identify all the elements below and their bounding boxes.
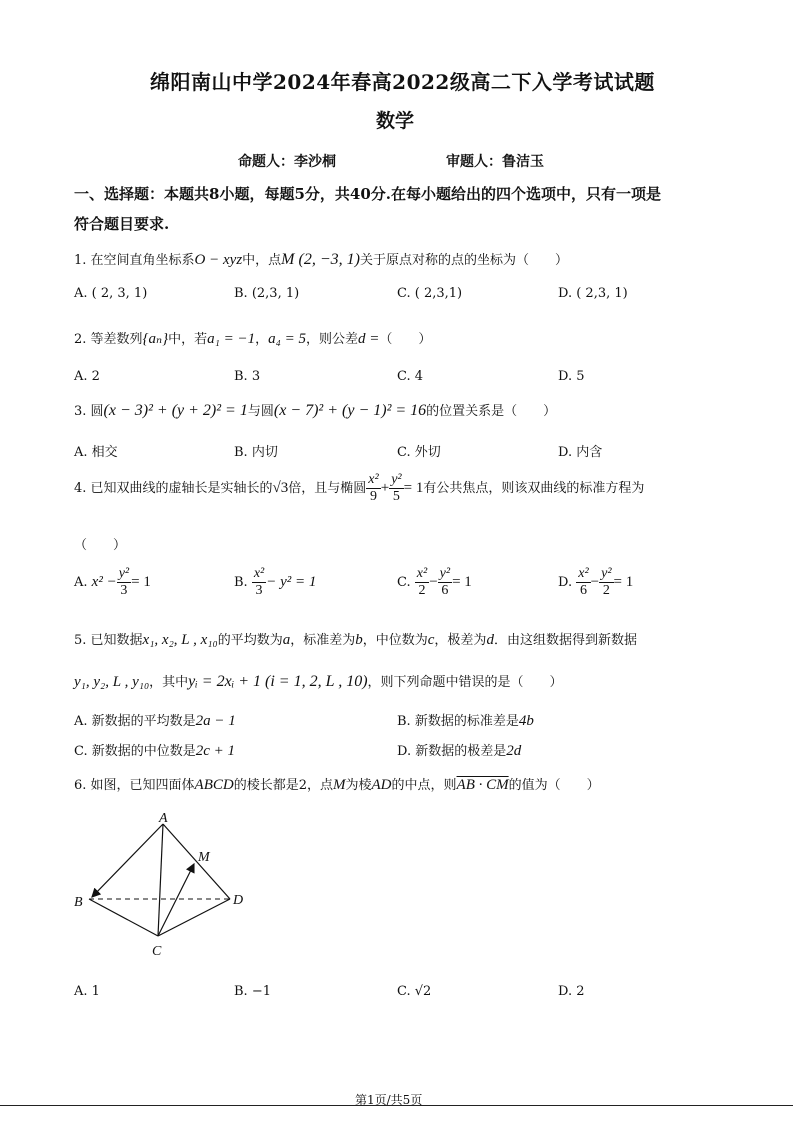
q1-option-d[interactable]: D. ( 2,3, 1) — [558, 286, 628, 301]
q3-option-d[interactable]: D. 内含 — [558, 445, 603, 460]
q5-math-data: x₁, x₂, L , x₁₀ — [142, 632, 218, 648]
q4-fraction-y: $\frac{\text{y²}}{5}$ — [391, 472, 402, 504]
q4-plus: + — [380, 480, 390, 496]
question-5-line2: y₁, y₂, L , y₁₀，其中yᵢ = 2xᵢ + 1 (i = 1, 2, L , 10)，则下列命题中错误的是（ ） — [74, 673, 563, 690]
edge-ad — [163, 824, 230, 899]
q6-option-a[interactable]: A. 1 — [74, 984, 100, 999]
label-b: B — [74, 895, 83, 910]
q3-option-b[interactable]: B. 内切 — [234, 445, 278, 460]
vector-cm — [158, 864, 194, 936]
label-m: M — [198, 850, 210, 865]
page-number: 第1页/共5页 — [355, 1093, 423, 1107]
setter-label: 命题人：李沙桐 — [238, 154, 336, 170]
q1-option-b[interactable]: B. (2,3, 1) — [234, 286, 300, 301]
q3-math-circle1: (x − 3)² + (y + 2)² = 1 — [103, 402, 248, 419]
q4-option-d[interactable]: D. $\frac{\text{x²}}{6}$ − $\frac{\text{y²}}{2}$ = 1 — [558, 566, 634, 598]
reviewer-label: 审题人：鲁洁玉 — [446, 154, 544, 170]
label-c: C — [152, 944, 162, 959]
q2-math-seq: {aₙ} — [142, 331, 169, 347]
q4-text-a: 4. 已知双曲线的虚轴长是实轴长的 — [74, 481, 273, 496]
q3-text-a: 3. 圆 — [74, 404, 104, 419]
q4-option-a[interactable]: A. x² − $\frac{\text{y²}}{3}$ = 1 — [74, 566, 151, 598]
vector-ab — [92, 824, 163, 897]
exam-title: 绵阳南山中学2024年春高2022级高二下入学考试试题 — [150, 70, 655, 94]
q5-math-formula: yᵢ = 2xᵢ + 1 (i = 1, 2, L , 10) — [188, 673, 368, 690]
q1-math-system: O − xyz — [194, 252, 243, 268]
question-2 — [74, 328, 431, 348]
q2-text-d: ，则公差 — [305, 332, 358, 347]
q4-option-b[interactable]: B. $\frac{\text{x²}}{3}$ − y² = 1 — [234, 566, 317, 598]
q2-text-c: ， — [255, 332, 269, 347]
q4-eq: = 1 — [403, 480, 424, 496]
q6-math-vectors: AB · CM — [456, 777, 509, 793]
q5-math-newdata: y₁, y₂, L , y₁₀ — [74, 674, 150, 690]
q2-text-e: （ ） — [379, 332, 432, 347]
q1-option-c[interactable]: C. ( 2,3,1) — [397, 286, 463, 301]
section-heading-line2: 符合题目要求. — [74, 215, 170, 233]
q2-option-b[interactable]: B. 3 — [234, 369, 261, 384]
label-a: A — [159, 812, 168, 826]
question-6: 6. 如图，已知四面体ABCD的棱长都是2，点M为棱AD的中点，则AB · CM的值为（ ） — [74, 777, 600, 793]
question-5-line1: 5. 已知数据x₁, x₂, L , x₁₀的平均数为a，标准差为b，中位数为c，极差为d．由这组数据得到新数据 — [74, 632, 637, 648]
q3-text-c: 的位置关系是（ ） — [426, 404, 557, 419]
q1-text-a: 1. 在空间直角坐标系 — [74, 253, 195, 268]
q2-math-a1: a₁ = −1 — [207, 331, 256, 347]
q4-option-c[interactable]: C. $\frac{\text{x²}}{2}$ − $\frac{\text{y²}}{6}$ = 1 — [397, 566, 472, 598]
q2-text-b: 中，若 — [168, 332, 208, 347]
edge-ac — [158, 824, 163, 936]
q2-math-d: d = — [357, 331, 380, 347]
tetrahedron-figure — [70, 812, 270, 962]
q3-option-a[interactable]: A. 相交 — [74, 445, 118, 460]
q3-text-b: 与圆 — [247, 404, 274, 419]
q3-math-circle2: (x − 7)² + (y − 1)² = 16 — [273, 402, 427, 419]
q6-option-b[interactable]: B. −1 — [234, 984, 271, 999]
q5-option-a[interactable]: A. 新数据的平均数是2a − 1 — [74, 713, 236, 729]
label-d: D — [233, 893, 244, 908]
q6-option-c[interactable]: C. √2 — [397, 984, 432, 999]
q1-text-c: 关于原点对称的点的坐标为（ ） — [359, 253, 568, 268]
question-4 — [74, 472, 644, 505]
q4-text-c: 有公共焦点，则该双曲线的标准方程为 — [423, 481, 645, 496]
subject-title: 数学 — [376, 110, 415, 132]
q1-option-a[interactable]: A. ( 2, 3, 1) — [74, 286, 148, 301]
question-1 — [74, 249, 568, 269]
q2-math-a4: a₄ = 5 — [268, 331, 306, 347]
edge-cd — [158, 899, 230, 936]
q1-math-point: M (2, −3, 1) — [281, 251, 360, 268]
q5-option-b[interactable]: B. 新数据的标准差是4b — [397, 713, 534, 729]
edge-bc — [89, 899, 158, 936]
q2-option-c[interactable]: C. 4 — [397, 369, 424, 384]
q4-paren: （ ） — [74, 538, 127, 553]
section-heading-line1: 一、选择题：本题共8小题，每题5分，共40分.在每小题给出的四个选项中，只有一项是 — [74, 185, 661, 203]
footer-divider — [0, 1105, 793, 1106]
q2-option-a[interactable]: A. 2 — [74, 369, 100, 384]
q2-option-d[interactable]: D. 5 — [558, 369, 585, 384]
q2-text-a: 2. 等差数列 — [74, 332, 143, 347]
q5-option-d[interactable]: D. 新数据的极差是2d — [397, 743, 522, 759]
q4-fraction-x: $\frac{\text{x²}}{9}$ — [368, 472, 379, 504]
q5-option-c[interactable]: C. 新数据的中位数是2c + 1 — [74, 743, 236, 759]
q3-option-c[interactable]: C. 外切 — [397, 445, 441, 460]
q1-text-b: 中，点 — [242, 253, 282, 268]
q4-math-sqrt3: √3 — [272, 480, 289, 496]
q6-option-d[interactable]: D. 2 — [558, 984, 585, 999]
q4-text-b: 倍，且与椭圆 — [288, 481, 367, 496]
question-3 — [74, 400, 556, 420]
